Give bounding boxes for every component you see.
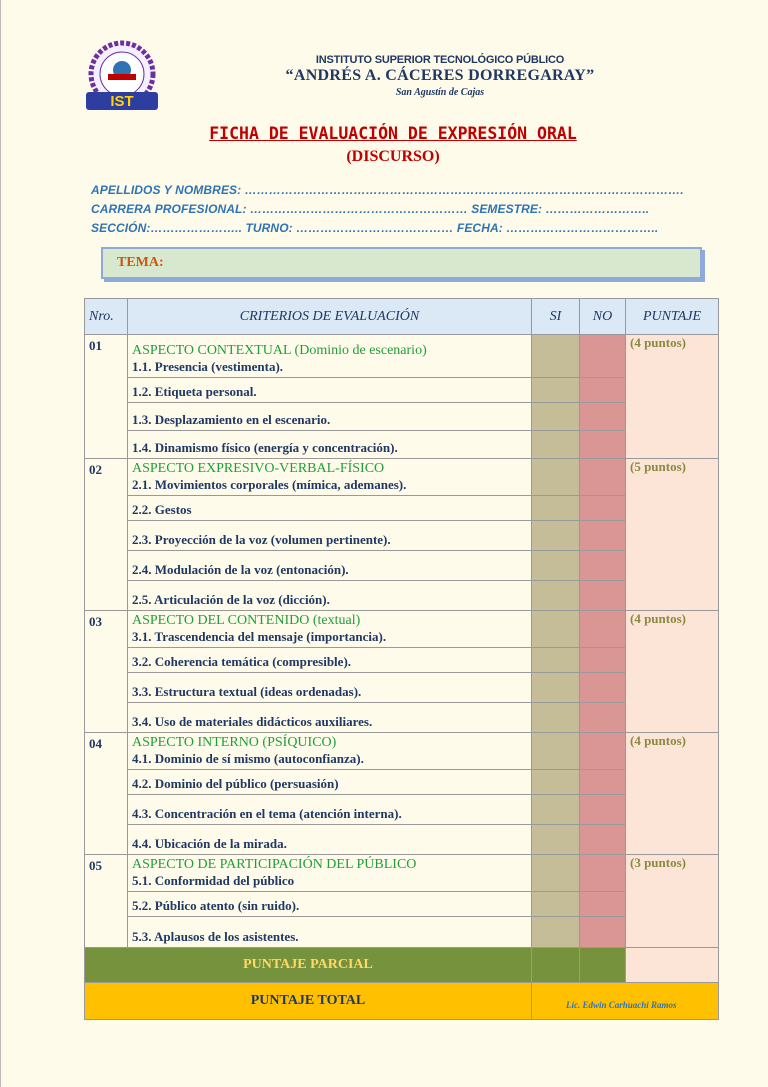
criterion-label: 3.3. Estructura textual (ideas ordenadas).	[128, 673, 532, 703]
group-number: 05	[85, 855, 128, 948]
table-row	[85, 611, 719, 648]
points-cell[interactable]: (4 puntos)	[626, 335, 719, 459]
criterion-label: 2.3. Proyección de la voz (volumen pertinente).	[128, 521, 532, 551]
aspect-title: ASPECTO EXPRESIVO-VERBAL-FÍSICO	[132, 461, 385, 476]
page-edge	[0, 0, 1, 1087]
no-cell[interactable]	[580, 733, 626, 770]
no-cell[interactable]	[580, 431, 626, 459]
no-cell[interactable]	[580, 770, 626, 795]
aspect-title: ASPECTO CONTEXTUAL (Dominio de escenario)	[132, 343, 427, 358]
si-cell[interactable]	[532, 855, 580, 892]
si-cell[interactable]	[532, 581, 580, 611]
form-title: FICHA DE EVALUACIÓN DE EXPRESIÓN ORAL	[209, 124, 577, 143]
partial-score-label: PUNTAJE PARCIAL	[85, 948, 532, 983]
no-cell[interactable]	[580, 611, 626, 648]
criterion-label: 3.1. Trascendencia del mensaje (importancia).	[132, 629, 387, 644]
tema-box[interactable]	[101, 247, 702, 279]
si-cell[interactable]	[532, 648, 580, 673]
criterion-label: 2.4. Modulación de la voz (entonación).	[128, 551, 532, 581]
total-score-label: PUNTAJE TOTAL	[85, 983, 532, 1020]
table-row	[85, 673, 719, 703]
si-cell[interactable]	[532, 521, 580, 551]
group-number: 04	[85, 733, 128, 855]
field-names[interactable]: APELLIDOS Y NOMBRES: ……………………………………………………………………………………………….	[91, 183, 684, 197]
table-row	[85, 648, 719, 673]
header-points: PUNTAJE	[626, 299, 719, 335]
field-section-shift-date[interactable]: SECCIÓN:………………….. TURNO: ………………………………… FECHA: ………………………………..	[91, 221, 659, 235]
partial-points-cell[interactable]	[626, 948, 719, 983]
table-row	[85, 917, 719, 948]
no-cell[interactable]	[580, 403, 626, 431]
criterion-label: 4.4. Ubicación de la mirada.	[128, 825, 532, 855]
si-cell[interactable]	[532, 825, 580, 855]
partial-si-cell[interactable]	[532, 948, 580, 983]
table-row	[85, 892, 719, 917]
si-cell[interactable]	[532, 673, 580, 703]
header-si: SI	[532, 299, 580, 335]
table-row	[85, 551, 719, 581]
header-nro: Nro.	[85, 299, 128, 335]
partial-score-row	[85, 948, 719, 983]
table-row	[85, 459, 719, 496]
criterion-label: 3.2. Coherencia temática (compresible).	[128, 648, 532, 673]
criterion-label: 5.3. Aplausos de los asistentes.	[128, 917, 532, 948]
si-cell[interactable]	[532, 459, 580, 496]
si-cell[interactable]	[532, 496, 580, 521]
table-row	[85, 581, 719, 611]
no-cell[interactable]	[580, 459, 626, 496]
si-cell[interactable]	[532, 703, 580, 733]
si-cell[interactable]	[532, 892, 580, 917]
criterion-cell	[128, 459, 532, 496]
evaluation-table	[84, 298, 719, 1020]
institute-place: San Agustín de Cajas	[395, 87, 485, 98]
si-cell[interactable]	[532, 551, 580, 581]
points-cell[interactable]: (5 puntos)	[626, 459, 719, 611]
criterion-label: 1.2. Etiqueta personal.	[128, 378, 532, 403]
aspect-title: ASPECTO DE PARTICIPACIÓN DEL PÚBLICO	[132, 857, 417, 872]
partial-no-cell[interactable]	[580, 948, 626, 983]
no-cell[interactable]	[580, 378, 626, 403]
si-cell[interactable]	[532, 733, 580, 770]
no-cell[interactable]	[580, 917, 626, 948]
group-number: 02	[85, 459, 128, 611]
institute-type: INSTITUTO SUPERIOR TECNOLÓGICO PÚBLICO	[315, 54, 565, 66]
criterion-label: 4.1. Dominio de sí mismo (autoconfianza).	[132, 751, 364, 766]
table-row	[85, 825, 719, 855]
table-row	[85, 703, 719, 733]
table-row	[85, 335, 719, 378]
points-cell[interactable]: (3 puntos)	[626, 855, 719, 948]
criterion-cell	[128, 855, 532, 892]
si-cell[interactable]	[532, 378, 580, 403]
group-number: 01	[85, 335, 128, 459]
si-cell[interactable]	[532, 431, 580, 459]
points-cell[interactable]: (4 puntos)	[626, 611, 719, 733]
criterion-cell	[128, 611, 532, 648]
criterion-label: 5.1. Conformidad del público	[132, 873, 295, 888]
no-cell[interactable]	[580, 521, 626, 551]
no-cell[interactable]	[580, 496, 626, 521]
no-cell[interactable]	[580, 673, 626, 703]
no-cell[interactable]	[580, 855, 626, 892]
points-cell[interactable]: (4 puntos)	[626, 733, 719, 855]
criterion-label: 4.3. Concentración en el tema (atención interna).	[128, 795, 532, 825]
si-cell[interactable]	[532, 770, 580, 795]
criterion-label: 2.1. Movimientos corporales (mímica, ademanes).	[132, 477, 407, 492]
table-row	[85, 770, 719, 795]
no-cell[interactable]	[580, 703, 626, 733]
criterion-label: 3.4. Uso de materiales didácticos auxiliares.	[128, 703, 532, 733]
criterion-label: 4.2. Dominio del público (persuasión)	[128, 770, 532, 795]
criterion-label: 2.5. Articulación de la voz (dicción).	[128, 581, 532, 611]
no-cell[interactable]	[580, 551, 626, 581]
table-row	[85, 431, 719, 459]
si-cell[interactable]	[532, 917, 580, 948]
table-row	[85, 733, 719, 770]
criterion-label: 1.3. Desplazamiento en el escenario.	[128, 403, 532, 431]
criterion-cell	[128, 335, 532, 378]
no-cell[interactable]	[580, 581, 626, 611]
table-row	[85, 855, 719, 892]
no-cell[interactable]	[580, 335, 626, 378]
aspect-title: ASPECTO INTERNO (PSÍQUICO)	[132, 735, 337, 750]
criterion-label: 1.4. Dinamismo físico (energía y concentración).	[128, 431, 532, 459]
si-cell[interactable]	[532, 403, 580, 431]
aspect-title: ASPECTO DEL CONTENIDO (textual)	[132, 613, 361, 628]
no-cell[interactable]	[580, 892, 626, 917]
criterion-label: 2.2. Gestos	[128, 496, 532, 521]
si-cell[interactable]	[532, 795, 580, 825]
table-row	[85, 521, 719, 551]
no-cell[interactable]	[580, 648, 626, 673]
institute-name: “ANDRÉS A. CÁCERES DORREGARAY”	[285, 67, 595, 84]
header-no: NO	[580, 299, 626, 335]
table-row	[85, 795, 719, 825]
criterion-label: 1.1. Presencia (vestimenta).	[132, 359, 284, 374]
table-header-row	[85, 299, 719, 335]
si-cell[interactable]	[532, 335, 580, 378]
author-signature: Lic. Edwin Carhuachi Ramos	[566, 1000, 677, 1010]
tema-label: TEMA:	[117, 255, 164, 270]
no-cell[interactable]	[580, 795, 626, 825]
table-row	[85, 378, 719, 403]
si-cell[interactable]	[532, 611, 580, 648]
field-career-semester[interactable]: CARRERA PROFESIONAL: ……………………………………………… SEMESTRE: ……………………..	[91, 202, 650, 216]
institute-logo	[78, 40, 166, 114]
table-row	[85, 496, 719, 521]
group-number: 03	[85, 611, 128, 733]
table-row	[85, 403, 719, 431]
no-cell[interactable]	[580, 825, 626, 855]
criterion-cell	[128, 733, 532, 770]
form-subtitle: (DISCURSO)	[346, 148, 440, 165]
header-criteria: CRITERIOS DE EVALUACIÓN	[128, 299, 532, 335]
logo-text: IST	[110, 93, 134, 110]
criterion-label: 5.2. Público atento (sin ruido).	[128, 892, 532, 917]
